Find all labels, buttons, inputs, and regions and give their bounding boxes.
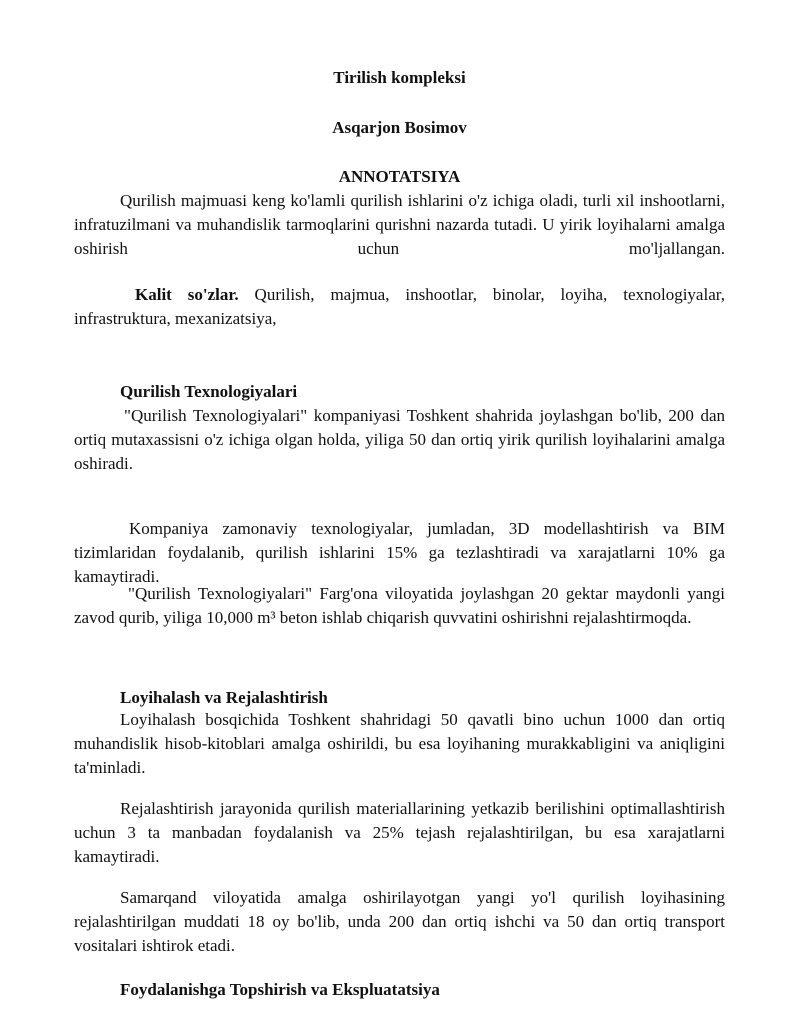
keywords-label: Kalit so'zlar.	[135, 285, 239, 304]
abstract-paragraph: Qurilish majmuasi keng ko'lamli qurilish ishlarini o'z ichiga oladi, turli xil inshootlarni, infratuzilmani va muhandislik tarmoqlarini qurishni nazarda tutadi. U yirik loyihalarni amalga oshirish uchun mo'ljallangan.	[74, 191, 725, 258]
keywords-paragraph	[74, 283, 725, 331]
paragraph: Loyihalash bosqichida Toshkent shahridagi 50 qavatli bino uchun 1000 dan ortiq muhandislik hisob-kitoblari amalga oshirildi, bu esa loyihaning murakkabligini va aniqligini ta'minladi.	[74, 710, 725, 777]
paragraph: Rejalashtirish jarayonida qurilish materiallarining yetkazib berilishini optimallashtirish uchun 3 ta manbadan foydalanish va 25% tejash rejalashtirilgan, bu esa xarajatlarni kamaytiradi.	[74, 799, 725, 866]
abstract-heading: ANNOTATSIYA	[338, 167, 461, 186]
keywords-text: Qurilish, majmua, inshootlar, binolar, loyiha, texnologiyalar, infrastruktura, mexanizatsiya,	[74, 285, 725, 328]
paragraph: "Qurilish Texnologiyalari" Farg'ona viloyatida joylashgan 20 gektar maydonli yangi zavod qurib, yiliga 10,000 m³ beton ishlab chiqarish quvvatini oshirishni rejalashtirmoqda.	[74, 584, 725, 627]
section-heading-operation: Foydalanishga Topshirish va Ekspluatatsiya	[120, 980, 440, 999]
paragraph: Kompaniya zamonaviy texnologiyalar, jumladan, 3D modellashtirish va BIM tizimlaridan foydalanib, qurilish ishlarini 15% ga tezlashtiradi va xarajatlarni 10% ga kamaytiradi.	[74, 519, 725, 586]
section-heading-design: Loyihalash va Rejalashtirish	[120, 688, 328, 707]
author-name: Asqarjon Bosimov	[332, 118, 467, 137]
section-heading-technologies: Qurilish Texnologiyalari	[120, 382, 298, 401]
document-title: Tirilish kompleksi	[333, 68, 466, 87]
paragraph: Samarqand viloyatida amalga oshirilayotgan yangi yo'l qurilish loyihasining rejalashtirilgan muddati 18 oy bo'lib, unda 200 dan ortiq ishchi va 50 dan ortiq transport vositalari ishtirok etadi.	[74, 888, 725, 955]
paragraph: "Qurilish Texnologiyalari" kompaniyasi Toshkent shahrida joylashgan bo'lib, 200 dan ortiq mutaxassisni o'z ichiga olgan holda, yiliga 50 dan ortiq yirik qurilish loyihalarini amalga oshiradi.	[74, 406, 725, 473]
